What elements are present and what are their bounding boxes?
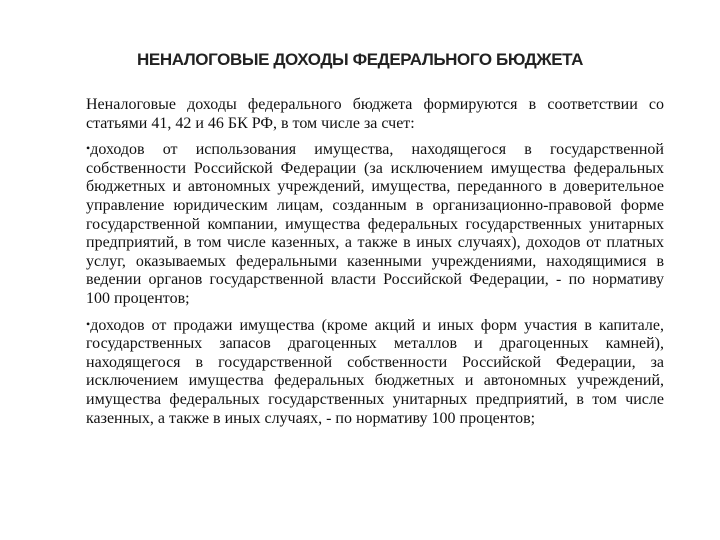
bullet-marker: • [86,141,91,156]
bullet-item-1 [86,139,664,308]
bullet-item-2 [86,315,664,429]
slide-title: НЕНАЛОГОВЫЕ ДОХОДЫ ФЕДЕРАЛЬНОГО БЮДЖЕТА [137,50,583,69]
bullet-marker: • [86,316,91,331]
bullet-text-2: доходов от продажи имущества (кроме акций и иных форм участия в капитале, государственных запасов драгоценных металлов и драгоценных камней), находящегося в государственной собственности Российской Федерации, за исключением имущества федеральных бюджетных и автономных учреждений, имущества федеральных государственных унитарных предприятий, в том числе казенных, а также в иных случаях, - по нормативу 100 процентов; [86,316,664,427]
bullet-text-1: доходов от использования имущества, находящегося в государственной собственности Российской Федерации (за исключением имущества федеральных бюджетных и автономных учреждений, имущества, переданного в доверительное управление юридическим лицам, созданным в организационно-правовой форме государственной компании, имущества федеральных государственных унитарных предприятий, в том числе казенных, а также в иных случаях), доходов от платных услуг, оказываемых федеральными казенными учреждениями, находящимися в ведении органов государственной власти Российской Федерации, - по нормативу 100 процентов; [86,141,664,307]
slide-body [86,96,664,434]
intro-paragraph: Неналоговые доходы федерального бюджета формируются в соответствии со статьями 41, 42 и 46 БК РФ, в том числе за счет: [86,96,664,132]
